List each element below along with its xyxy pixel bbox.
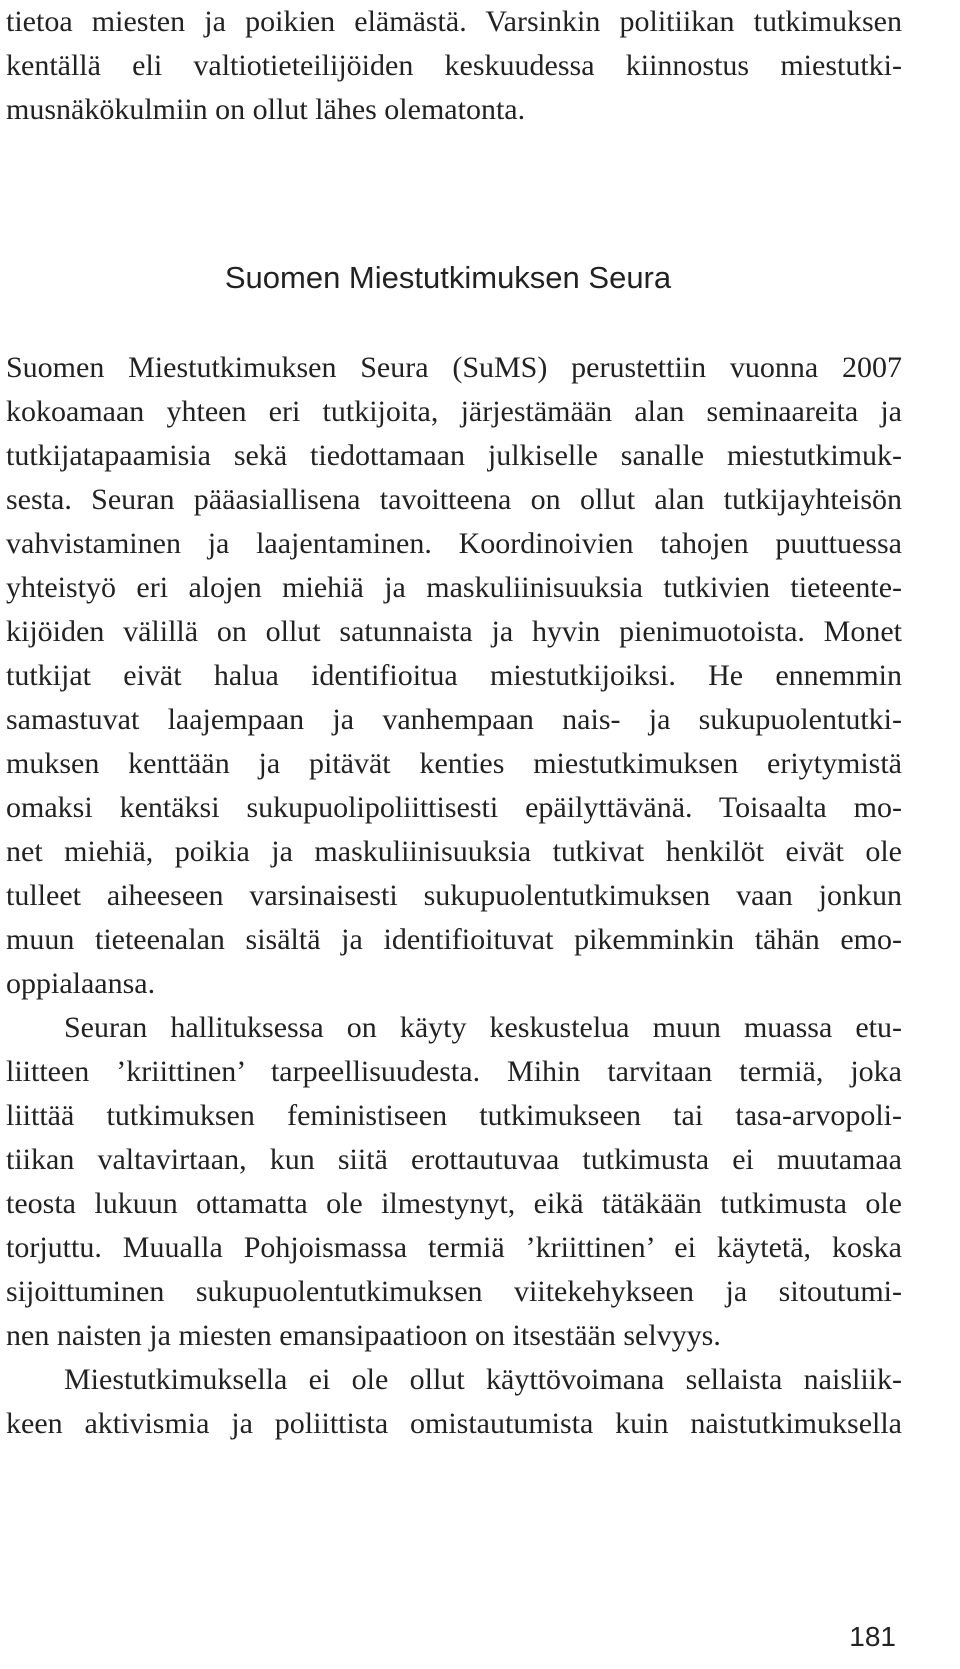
text-line: tutkijat eivät halua identifioitua miestutkijoiksi. He ennemmin [6, 659, 902, 692]
text-line: yhteistyö eri alojen miehiä ja maskuliinisuuksia tutkivien tieteente- [6, 571, 902, 604]
text-line: kentällä eli valtiotieteilijöiden keskuudessa kiinnostus miestutki- [6, 49, 902, 82]
text-line: tiikan valtavirtaan, kun siitä erottautuvaa tutkimusta ei muutamaa [6, 1143, 902, 1176]
text-line: liitteen ’kriittinen’ tarpeellisuudesta. Mihin tarvitaan termiä, joka [6, 1055, 902, 1088]
text-line: teosta lukuun ottamatta ole ilmestynyt, eikä tätäkään tutkimusta ole [6, 1187, 902, 1220]
text-line: torjuttu. Muualla Pohjoismassa termiä ’kriittinen’ ei käytetä, koska [6, 1231, 902, 1264]
page-number: 181 [849, 1621, 896, 1652]
text-line: samastuvat laajempaan ja vanhempaan nais- ja sukupuolentutki- [6, 703, 902, 736]
text-line: keen aktivismia ja poliittista omistautumista kuin naistutkimuksella [6, 1407, 902, 1440]
text-line: nen naisten ja miesten emansipaatioon on itsestään selvyys. [6, 1319, 721, 1352]
text-line: net miehiä, poikia ja maskuliinisuuksia tutkivat henkilöt eivät ole [6, 835, 902, 868]
text-line: oppialaansa. [6, 967, 156, 1000]
text-line: vahvistaminen ja laajentaminen. Koordinoivien tahojen puuttuessa [6, 527, 902, 560]
text-line: omaksi kentäksi sukupuolipoliittisesti epäilyttävänä. Toisaalta mo- [6, 791, 902, 824]
text-line: Miestutkimuksella ei ole ollut käyttövoimana sellaista naisliik- [64, 1363, 902, 1396]
text-line: kijöiden välillä on ollut satunnaista ja hyvin pienimuotoista. Monet [6, 615, 902, 648]
section-heading: Suomen Miestutkimuksen Seura [224, 260, 672, 295]
text-line: musnäkökulmiin on ollut lähes olematonta. [6, 93, 526, 126]
text-line: kokoamaan yhteen eri tutkijoita, järjestämään alan seminaareita ja [6, 395, 902, 428]
text-line: liittää tutkimuksen feministiseen tutkimukseen tai tasa-arvopoli- [6, 1099, 902, 1132]
text-line: tulleet aiheeseen varsinaisesti sukupuolentutkimuksen vaan jonkun [6, 879, 902, 912]
text-line: muun tieteenalan sisältä ja identifioituvat pikemminkin tähän emo- [6, 923, 902, 956]
text-line: Suomen Miestutkimuksen Seura (SuMS) perustettiin vuonna 2007 [6, 351, 902, 384]
text-line: Seuran hallituksessa on käyty keskustelua muun muassa etu- [64, 1011, 902, 1044]
text-line: sijoittuminen sukupuolentutkimuksen viitekehykseen ja sitoutumi- [6, 1275, 902, 1308]
text-line: tietoa miesten ja poikien elämästä. Varsinkin politiikan tutkimuksen [6, 5, 902, 38]
text-line: muksen kenttään ja pitävät kenties miestutkimuksen eriytymistä [6, 747, 902, 780]
text-line: sesta. Seuran pääasiallisena tavoitteena on ollut alan tutkijayhteisön [6, 483, 902, 516]
text-line: tutkijatapaamisia sekä tiedottamaan julkiselle sanalle miestutkimuk- [6, 439, 902, 472]
